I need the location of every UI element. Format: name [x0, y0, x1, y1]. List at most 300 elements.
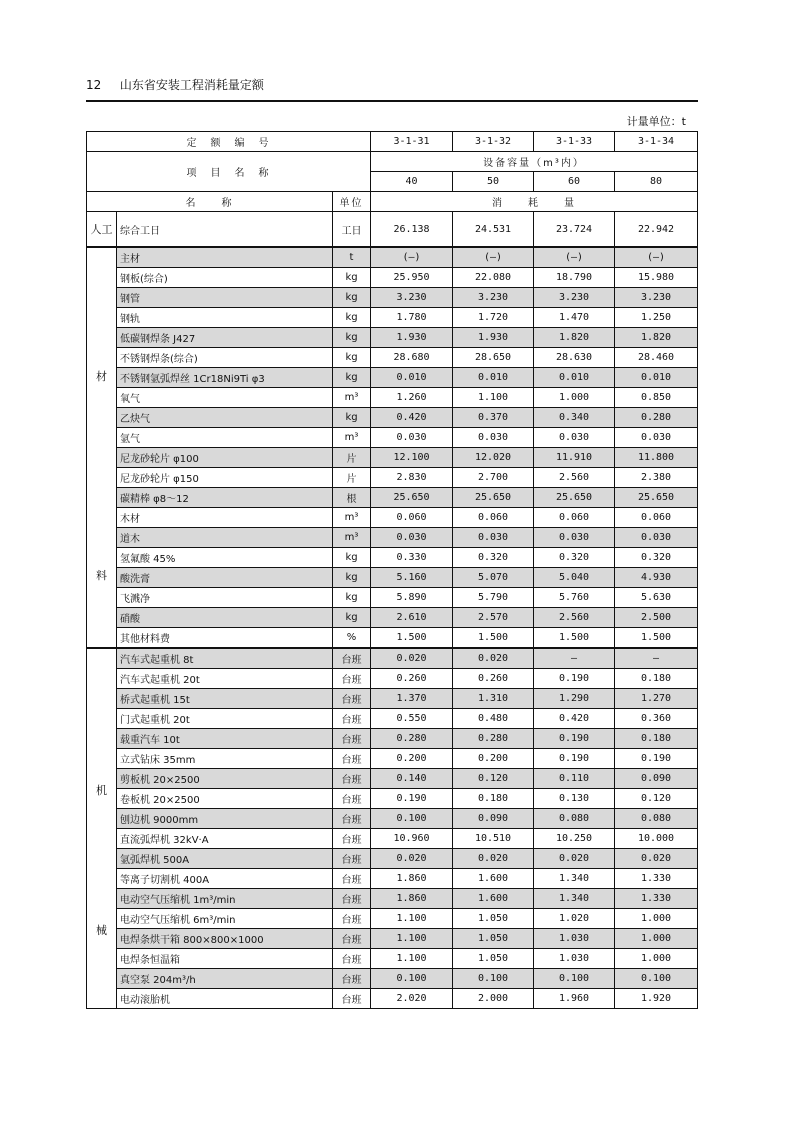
- row-value: 0.060: [615, 508, 698, 528]
- row-unit: 台班: [333, 669, 371, 689]
- category-char: 械: [96, 923, 107, 937]
- row-value: 0.100: [371, 809, 453, 829]
- material-row: [87, 568, 698, 588]
- row-unit: kg: [333, 588, 371, 608]
- category-machinery: [87, 648, 117, 1009]
- row-value: 5.630: [615, 588, 698, 608]
- row-value: 12.100: [371, 448, 453, 468]
- row-name: 电焊条恒温箱: [117, 949, 333, 969]
- row-value: 1.290: [534, 689, 615, 709]
- row-value: 1.100: [453, 388, 534, 408]
- row-value: 1.340: [534, 889, 615, 909]
- row-value: 1.340: [534, 869, 615, 889]
- row-value: 0.060: [371, 508, 453, 528]
- row-value: 25.650: [371, 488, 453, 508]
- row-unit: 片: [333, 468, 371, 488]
- row-name: 载重汽车 10t: [117, 729, 333, 749]
- row-value: 1.330: [615, 889, 698, 909]
- labor-name: 综合工日: [117, 212, 333, 248]
- row-value: 5.160: [371, 568, 453, 588]
- row-unit: 片: [333, 448, 371, 468]
- row-value: 1.930: [371, 328, 453, 348]
- row-value: 0.060: [534, 508, 615, 528]
- item-name-row: [87, 152, 698, 172]
- row-unit: t: [333, 247, 371, 268]
- row-name: 尼龙砂轮片 φ150: [117, 468, 333, 488]
- row-value: 0.100: [453, 969, 534, 989]
- page-header: [86, 76, 264, 93]
- row-value: 0.480: [453, 709, 534, 729]
- row-value: 0.020: [534, 849, 615, 869]
- row-name: 道木: [117, 528, 333, 548]
- row-value: 0.130: [534, 789, 615, 809]
- row-value: 0.550: [371, 709, 453, 729]
- row-unit: kg: [333, 268, 371, 288]
- row-value: 2.560: [534, 468, 615, 488]
- row-value: 0.120: [453, 769, 534, 789]
- machine-row: [87, 909, 698, 929]
- row-value: 28.650: [453, 348, 534, 368]
- row-value: 3.230: [371, 288, 453, 308]
- labor-value: 26.138: [371, 212, 453, 248]
- row-value: 1.370: [371, 689, 453, 709]
- row-value: 2.000: [453, 989, 534, 1009]
- row-value: 1.270: [615, 689, 698, 709]
- row-value: 0.260: [371, 669, 453, 689]
- row-name: 卷板机 20×2500: [117, 789, 333, 809]
- item-name-label: 项 目 名 称: [87, 152, 371, 192]
- row-unit: 根: [333, 488, 371, 508]
- row-value: 1.500: [371, 628, 453, 649]
- row-value: 4.930: [615, 568, 698, 588]
- machine-row: [87, 749, 698, 769]
- machine-row: [87, 989, 698, 1009]
- row-value: 1.050: [453, 949, 534, 969]
- row-value: 0.190: [615, 749, 698, 769]
- material-row: [87, 247, 698, 268]
- row-unit: 台班: [333, 709, 371, 729]
- row-value: 0.340: [534, 408, 615, 428]
- row-value: 0.110: [534, 769, 615, 789]
- row-name: 木材: [117, 508, 333, 528]
- row-value: 1.600: [453, 889, 534, 909]
- row-value: (—): [534, 247, 615, 268]
- row-value: 0.020: [453, 849, 534, 869]
- row-unit: kg: [333, 288, 371, 308]
- row-value: 0.200: [453, 749, 534, 769]
- row-value: 2.500: [615, 608, 698, 628]
- material-row: [87, 268, 698, 288]
- row-value: 15.980: [615, 268, 698, 288]
- row-value: 0.850: [615, 388, 698, 408]
- row-value: 28.460: [615, 348, 698, 368]
- row-unit: 台班: [333, 869, 371, 889]
- row-value: 1.960: [534, 989, 615, 1009]
- row-name: 氢氟酸 45%: [117, 548, 333, 568]
- material-row: [87, 608, 698, 628]
- machine-row: [87, 829, 698, 849]
- row-value: 0.320: [615, 548, 698, 568]
- row-value: 1.100: [371, 949, 453, 969]
- row-value: 0.190: [371, 789, 453, 809]
- row-value: 0.020: [371, 648, 453, 669]
- row-value: 2.700: [453, 468, 534, 488]
- row-name: 碳精棒 φ8～12: [117, 488, 333, 508]
- row-unit: kg: [333, 328, 371, 348]
- row-value: 1.470: [534, 308, 615, 328]
- row-value: 0.140: [371, 769, 453, 789]
- row-value: 0.180: [615, 669, 698, 689]
- row-unit: 台班: [333, 969, 371, 989]
- material-row: [87, 468, 698, 488]
- row-name: 酸洗膏: [117, 568, 333, 588]
- row-value: 1.030: [534, 949, 615, 969]
- machine-row: [87, 669, 698, 689]
- row-name: 硝酸: [117, 608, 333, 628]
- row-value: 0.030: [615, 528, 698, 548]
- column-header-row: [87, 192, 698, 212]
- row-unit: 台班: [333, 809, 371, 829]
- row-value: 5.070: [453, 568, 534, 588]
- row-name: 飞溅净: [117, 588, 333, 608]
- labor-unit: 工日: [333, 212, 371, 248]
- row-value: 1.250: [615, 308, 698, 328]
- row-value: 28.630: [534, 348, 615, 368]
- row-value: 12.020: [453, 448, 534, 468]
- row-value: 0.060: [453, 508, 534, 528]
- row-name: 等离子切割机 400A: [117, 869, 333, 889]
- header-rule: [86, 100, 698, 102]
- unit-note: 计量单位：t: [626, 115, 686, 128]
- material-row: [87, 348, 698, 368]
- row-value: (—): [453, 247, 534, 268]
- capacity-label: 设备容量（m³内）: [371, 152, 698, 172]
- row-name: 乙炔气: [117, 408, 333, 428]
- machine-row: [87, 869, 698, 889]
- row-unit: %: [333, 628, 371, 649]
- capacity-value: 50: [453, 172, 534, 192]
- row-name: 门式起重机 20t: [117, 709, 333, 729]
- material-row: [87, 528, 698, 548]
- row-value: 1.000: [615, 909, 698, 929]
- row-value: 0.190: [534, 749, 615, 769]
- row-name: 剪板机 20×2500: [117, 769, 333, 789]
- quota-no-label: 定 额 编 号: [87, 132, 371, 152]
- row-value: 10.250: [534, 829, 615, 849]
- row-value: 2.020: [371, 989, 453, 1009]
- row-unit: kg: [333, 368, 371, 388]
- row-unit: m³: [333, 388, 371, 408]
- machine-row: [87, 709, 698, 729]
- row-value: 18.790: [534, 268, 615, 288]
- material-row: [87, 368, 698, 388]
- row-value: 0.010: [615, 368, 698, 388]
- machine-row: [87, 949, 698, 969]
- row-unit: 台班: [333, 689, 371, 709]
- row-value: 11.800: [615, 448, 698, 468]
- labor-value: 24.531: [453, 212, 534, 248]
- category-char: 材: [96, 369, 107, 383]
- row-value: (—): [615, 247, 698, 268]
- row-value: 5.760: [534, 588, 615, 608]
- category-materials: [87, 247, 117, 648]
- row-unit: kg: [333, 568, 371, 588]
- row-value: 0.120: [615, 789, 698, 809]
- material-row: [87, 548, 698, 568]
- row-value: 0.420: [534, 709, 615, 729]
- quota-code: 3-1-31: [371, 132, 453, 152]
- row-value: 5.790: [453, 588, 534, 608]
- material-row: [87, 588, 698, 608]
- row-value: 10.960: [371, 829, 453, 849]
- row-value: 0.010: [371, 368, 453, 388]
- row-value: 0.030: [534, 428, 615, 448]
- row-value: 1.100: [371, 909, 453, 929]
- row-unit: m³: [333, 508, 371, 528]
- row-value: 1.000: [615, 949, 698, 969]
- row-value: 0.030: [371, 428, 453, 448]
- row-value: 1.930: [453, 328, 534, 348]
- quota-code: 3-1-32: [453, 132, 534, 152]
- row-value: 0.010: [534, 368, 615, 388]
- row-value: 0.090: [615, 769, 698, 789]
- machine-row: [87, 929, 698, 949]
- row-value: 10.000: [615, 829, 698, 849]
- row-value: 0.360: [615, 709, 698, 729]
- row-value: 1.820: [615, 328, 698, 348]
- row-name: 主材: [117, 247, 333, 268]
- row-value: 2.610: [371, 608, 453, 628]
- row-value: 1.600: [453, 869, 534, 889]
- col-consumption-label: 消 耗 量: [371, 192, 698, 212]
- material-row: [87, 428, 698, 448]
- labor-value: 22.942: [615, 212, 698, 248]
- row-unit: 台班: [333, 789, 371, 809]
- row-value: 1.050: [453, 929, 534, 949]
- row-value: 0.180: [453, 789, 534, 809]
- material-row: [87, 388, 698, 408]
- row-value: 1.860: [371, 869, 453, 889]
- row-name: 不锈钢焊条(综合): [117, 348, 333, 368]
- row-name: 尼龙砂轮片 φ100: [117, 448, 333, 468]
- row-unit: m³: [333, 428, 371, 448]
- machine-row: [87, 849, 698, 869]
- row-name: 电动空气压缩机 6m³/min: [117, 909, 333, 929]
- category-char: 机: [96, 783, 107, 797]
- row-value: 1.260: [371, 388, 453, 408]
- quota-table: [86, 131, 698, 1009]
- row-value: 0.180: [615, 729, 698, 749]
- row-value: 0.190: [534, 729, 615, 749]
- row-value: 0.030: [453, 528, 534, 548]
- capacity-value: 60: [534, 172, 615, 192]
- material-row: [87, 508, 698, 528]
- machine-row: [87, 969, 698, 989]
- machine-row: [87, 648, 698, 669]
- row-value: 1.100: [371, 929, 453, 949]
- row-name: 低碳钢焊条 J427: [117, 328, 333, 348]
- row-value: 2.570: [453, 608, 534, 628]
- quota-code: 3-1-33: [534, 132, 615, 152]
- row-value: 5.890: [371, 588, 453, 608]
- capacity-value: 40: [371, 172, 453, 192]
- row-value: (—): [371, 247, 453, 268]
- row-value: 0.100: [371, 969, 453, 989]
- capacity-value: 80: [615, 172, 698, 192]
- row-value: 1.500: [453, 628, 534, 649]
- row-value: 10.510: [453, 829, 534, 849]
- machine-row: [87, 729, 698, 749]
- row-value: 0.090: [453, 809, 534, 829]
- row-name: 不锈钢氩弧焊丝 1Cr18Ni9Ti φ3: [117, 368, 333, 388]
- row-unit: m³: [333, 528, 371, 548]
- row-value: 2.830: [371, 468, 453, 488]
- material-row: [87, 328, 698, 348]
- row-name: 电动空气压缩机 1m³/min: [117, 889, 333, 909]
- row-name: 其他材料费: [117, 628, 333, 649]
- row-value: 0.080: [534, 809, 615, 829]
- row-value: 0.370: [453, 408, 534, 428]
- row-value: 3.230: [615, 288, 698, 308]
- row-value: 0.280: [615, 408, 698, 428]
- row-value: 25.650: [453, 488, 534, 508]
- row-unit: 台班: [333, 949, 371, 969]
- row-name: 电焊条烘干箱 800×800×1000: [117, 929, 333, 949]
- row-value: 3.230: [534, 288, 615, 308]
- page-number: 12: [86, 78, 102, 92]
- row-value: —: [615, 648, 698, 669]
- material-row: [87, 628, 698, 649]
- quota-code-row: [87, 132, 698, 152]
- row-value: 28.680: [371, 348, 453, 368]
- row-unit: 台班: [333, 909, 371, 929]
- row-value: 0.320: [534, 548, 615, 568]
- labor-row: [87, 212, 698, 248]
- row-value: 25.650: [534, 488, 615, 508]
- row-value: 1.050: [453, 909, 534, 929]
- machine-row: [87, 789, 698, 809]
- row-name: 立式钻床 35mm: [117, 749, 333, 769]
- row-value: 2.380: [615, 468, 698, 488]
- row-value: 0.020: [371, 849, 453, 869]
- row-name: 桥式起重机 15t: [117, 689, 333, 709]
- row-unit: 台班: [333, 889, 371, 909]
- row-value: 1.780: [371, 308, 453, 328]
- row-value: 1.330: [615, 869, 698, 889]
- book-title: 山东省安装工程消耗量定额: [119, 78, 264, 92]
- row-value: 25.650: [615, 488, 698, 508]
- material-row: [87, 288, 698, 308]
- row-value: 0.280: [453, 729, 534, 749]
- row-unit: kg: [333, 348, 371, 368]
- row-name: 氧气: [117, 388, 333, 408]
- row-value: 0.080: [615, 809, 698, 829]
- col-unit-label: 单位: [333, 192, 371, 212]
- machine-row: [87, 889, 698, 909]
- row-value: 0.030: [371, 528, 453, 548]
- row-value: 0.280: [371, 729, 453, 749]
- row-value: 0.100: [615, 969, 698, 989]
- row-value: —: [534, 648, 615, 669]
- col-name-label: 名 称: [87, 192, 333, 212]
- row-unit: 台班: [333, 929, 371, 949]
- row-value: 0.010: [453, 368, 534, 388]
- row-value: 5.040: [534, 568, 615, 588]
- row-name: 钢板(综合): [117, 268, 333, 288]
- category-char: 料: [96, 569, 107, 583]
- row-unit: 台班: [333, 849, 371, 869]
- row-value: 0.030: [615, 428, 698, 448]
- row-value: 1.000: [534, 388, 615, 408]
- row-value: 1.310: [453, 689, 534, 709]
- row-name: 电动滚胎机: [117, 989, 333, 1009]
- row-name: 氩弧焊机 500A: [117, 849, 333, 869]
- row-value: 3.230: [453, 288, 534, 308]
- quota-code: 3-1-34: [615, 132, 698, 152]
- row-name: 汽车式起重机 8t: [117, 648, 333, 669]
- machine-row: [87, 809, 698, 829]
- row-name: 直流弧焊机 32kV·A: [117, 829, 333, 849]
- row-value: 1.500: [534, 628, 615, 649]
- row-name: 真空泵 204m³/h: [117, 969, 333, 989]
- row-value: 0.030: [534, 528, 615, 548]
- row-name: 钢管: [117, 288, 333, 308]
- row-name: 刨边机 9000mm: [117, 809, 333, 829]
- row-unit: kg: [333, 608, 371, 628]
- row-name: 汽车式起重机 20t: [117, 669, 333, 689]
- row-name: 钢轨: [117, 308, 333, 328]
- material-row: [87, 488, 698, 508]
- row-value: 1.860: [371, 889, 453, 909]
- row-value: 0.420: [371, 408, 453, 428]
- row-unit: 台班: [333, 989, 371, 1009]
- row-value: 1.820: [534, 328, 615, 348]
- row-value: 1.500: [615, 628, 698, 649]
- row-value: 1.720: [453, 308, 534, 328]
- row-value: 25.950: [371, 268, 453, 288]
- row-unit: kg: [333, 548, 371, 568]
- material-row: [87, 308, 698, 328]
- row-value: 1.030: [534, 929, 615, 949]
- row-value: 0.020: [453, 648, 534, 669]
- row-value: 0.330: [371, 548, 453, 568]
- row-value: 0.190: [534, 669, 615, 689]
- row-unit: 台班: [333, 749, 371, 769]
- row-unit: kg: [333, 308, 371, 328]
- row-unit: 台班: [333, 829, 371, 849]
- labor-value: 23.724: [534, 212, 615, 248]
- row-value: 0.020: [615, 849, 698, 869]
- row-value: 1.920: [615, 989, 698, 1009]
- row-value: 22.080: [453, 268, 534, 288]
- row-value: 0.260: [453, 669, 534, 689]
- row-value: 0.320: [453, 548, 534, 568]
- row-value: 1.020: [534, 909, 615, 929]
- row-unit: kg: [333, 408, 371, 428]
- row-value: 2.560: [534, 608, 615, 628]
- row-unit: 台班: [333, 769, 371, 789]
- machine-row: [87, 769, 698, 789]
- row-name: 氩气: [117, 428, 333, 448]
- material-row: [87, 448, 698, 468]
- row-value: 1.000: [615, 929, 698, 949]
- category-labor: 人工: [87, 212, 117, 248]
- row-value: 11.910: [534, 448, 615, 468]
- row-value: 0.100: [534, 969, 615, 989]
- row-unit: 台班: [333, 729, 371, 749]
- row-value: 0.200: [371, 749, 453, 769]
- row-value: 0.030: [453, 428, 534, 448]
